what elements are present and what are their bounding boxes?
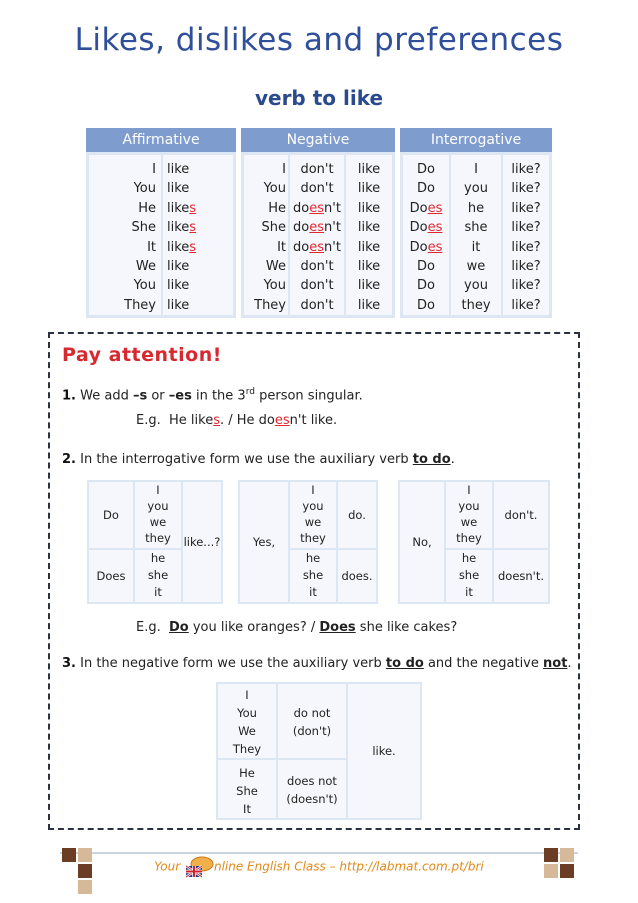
example-1-a-red: s — [213, 413, 220, 428]
t3-do-not: do not — [293, 706, 331, 720]
affirmative-pronoun: I — [152, 162, 156, 177]
negative-verb: like — [357, 181, 381, 197]
affirmative-verb: like — [167, 297, 190, 313]
interrogative-verb: like? — [511, 297, 541, 313]
t2b-pron-it: it — [309, 585, 317, 599]
rule-1-text-a: We add — [80, 388, 133, 404]
negative-aux: don't — [300, 297, 334, 313]
negative-aux: doesn't — [293, 220, 341, 236]
example-2-do: Do — [169, 620, 189, 635]
t2c-top-aux: don't. — [494, 482, 548, 548]
negative-pronoun: They — [254, 297, 286, 313]
t2a-pron-she: she — [147, 568, 169, 582]
affirmative-pronoun: She — [131, 220, 156, 236]
header-negative: Negative — [241, 128, 395, 152]
negative-pronoun: You — [263, 181, 286, 197]
example-2-prefix: E.g. — [136, 620, 161, 635]
page-title: Likes, dislikes and preferences — [74, 22, 564, 58]
rule-1-s: –s — [132, 388, 148, 404]
interrogative-aux: Do — [417, 181, 435, 197]
negative-aux: don't — [300, 278, 334, 294]
negative-verb: like — [357, 200, 381, 216]
negative-pronoun: He — [268, 200, 286, 216]
affirmative-pronoun: You — [133, 181, 156, 197]
t2c-pron-we: we — [460, 515, 478, 529]
negative-aux: don't — [300, 162, 334, 177]
interrogative-aux: Does — [409, 200, 443, 216]
t2a-pron-they: they — [145, 531, 171, 545]
interrogative-aux: Does — [409, 239, 443, 255]
t3-dont: (don't) — [292, 724, 332, 738]
interrogative-aux: Do — [417, 278, 435, 294]
flag-logo-icon — [184, 856, 214, 878]
negative-verb: like — [357, 297, 381, 313]
t2a-bot-pron — [135, 550, 181, 602]
t3-pron-she: She — [236, 784, 258, 798]
rule-2-verb: to do — [412, 452, 451, 467]
negative-aux: don't — [300, 259, 334, 274]
rule-3 — [62, 656, 572, 671]
interrogative-verb: like? — [511, 181, 541, 197]
example-2 — [136, 620, 457, 635]
interrogative-pronoun: he — [467, 200, 485, 216]
example-2-does: Does — [319, 620, 356, 635]
rule-2-end: . — [450, 452, 455, 467]
t2b-pron-she: she — [302, 568, 324, 582]
interrogative-verb: like? — [511, 200, 541, 216]
t2b-pron-he: he — [305, 551, 321, 565]
footer — [0, 856, 638, 878]
t2b-bot-pron — [290, 550, 336, 602]
t2c-pron-she: she — [458, 568, 480, 582]
attention-title: Pay attention! — [62, 344, 222, 366]
interrogative-aux: Do — [417, 297, 435, 313]
example-1 — [136, 413, 337, 428]
t3-does-not: does not — [287, 774, 337, 788]
t2b-pron-they: they — [300, 531, 326, 545]
rule-3-not: not — [543, 656, 568, 671]
t2c-bot-pron — [446, 550, 492, 602]
rule-1 — [62, 387, 363, 403]
t2c-pron-they: they — [456, 531, 482, 545]
t3-doesnt: (doesn't) — [286, 792, 338, 806]
t3-pron-you: You — [237, 706, 257, 720]
t2a-do: Do — [89, 482, 133, 548]
affirmative-verb: likes — [167, 220, 197, 236]
t2a-verb: like...? — [183, 482, 221, 602]
header-affirmative: Affirmative — [86, 128, 236, 152]
interrogative-verb: like? — [511, 162, 541, 177]
rule-2-number: 2. — [62, 452, 76, 467]
t2c-bot-aux: doesn't. — [494, 550, 548, 602]
rule-1-sup: rd — [245, 387, 255, 397]
t2b-top-aux: do. — [338, 482, 376, 548]
interrogative-verb: like? — [511, 220, 541, 236]
t2c-pron-i: I — [467, 483, 471, 497]
interrogative-aux: Do — [417, 162, 435, 177]
interrogative-pronoun: they — [461, 297, 491, 313]
rule-1-or: or — [147, 388, 169, 404]
interrogative-verb: like? — [511, 278, 541, 294]
t3-top-aux — [278, 684, 346, 758]
example-1-b: n't like. — [289, 413, 338, 428]
t3-verb: like. — [348, 684, 420, 818]
rule-1-text-b: in the 3 — [191, 388, 246, 404]
affirmative-verb: likes — [167, 200, 197, 216]
t2b-yes: Yes, — [240, 482, 288, 602]
rule-3-text: In the negative form we use the auxiliary verb — [80, 656, 386, 671]
example-1-mid: . / He do — [219, 413, 275, 428]
affirmative-verb: likes — [167, 239, 197, 255]
interrogative-pronoun: it — [471, 239, 481, 255]
negative-pronoun: We — [265, 259, 286, 274]
interrogative-pronoun: I — [474, 162, 478, 177]
negative-aux: doesn't — [293, 239, 341, 255]
t2c-pron-he: he — [461, 551, 477, 565]
t3-bot-aux — [278, 760, 346, 818]
rule-3-end: . — [567, 656, 572, 671]
t2a-top-pron — [135, 482, 181, 548]
t2b-top-pron — [290, 482, 336, 548]
negative-pronoun: I — [282, 162, 286, 177]
footer-divider — [60, 852, 578, 854]
interrogative-aux: Does — [409, 220, 443, 236]
negative-aux: don't — [300, 181, 334, 197]
header-interrogative: Interrogative — [400, 128, 552, 152]
affirmative-verb: like — [167, 181, 190, 197]
affirmative-pronoun: We — [135, 259, 156, 274]
rule-2 — [62, 452, 455, 467]
footer-link[interactable]: – http://labmat.com.pt/bri — [325, 859, 484, 874]
negative-pronoun: It — [277, 239, 286, 255]
example-2-b: she like cakes? — [355, 620, 458, 635]
negative-aux: doesn't — [293, 200, 341, 216]
rule-3-number: 3. — [62, 656, 76, 671]
example-1-b-red: es — [274, 413, 290, 428]
rule-1-number: 1. — [62, 388, 76, 404]
t2c-pron-it: it — [465, 585, 473, 599]
affirmative-verb: like — [167, 278, 190, 294]
affirmative-pronoun: He — [138, 200, 156, 216]
footer-text-b: nline English Class — [213, 859, 326, 874]
t2a-pron-i: I — [156, 483, 160, 497]
t3-bot-pron — [218, 760, 276, 818]
t2a-pron-he: he — [150, 551, 166, 565]
interrogative-verb: like? — [511, 239, 541, 255]
rule-3-verb: to do — [385, 656, 424, 671]
t2c-pron-you: you — [458, 499, 480, 513]
interrogative-pronoun: you — [464, 181, 488, 197]
interrogative-pronoun: you — [464, 278, 488, 294]
negative-pronoun: She — [261, 220, 286, 236]
affirmative-verb: like — [167, 162, 190, 177]
t3-pron-they: They — [232, 742, 262, 756]
interrogative-verb: like? — [511, 259, 541, 274]
page-subtitle: verb to like — [254, 86, 384, 110]
t2c-no: No, — [400, 482, 444, 602]
negative-verb: like — [357, 162, 381, 177]
rule-2-text: In the interrogative form we use the auxiliary verb — [80, 452, 413, 467]
t2b-pron-we: we — [304, 515, 322, 529]
negative-verb: like — [357, 259, 381, 274]
t3-pron-we: We — [238, 724, 256, 738]
affirmative-pronoun: They — [124, 297, 156, 313]
t2b-pron-i: I — [311, 483, 315, 497]
example-2-a: you like oranges? / — [188, 620, 320, 635]
negative-verb: like — [357, 278, 381, 294]
t2b-pron-you: you — [302, 499, 324, 513]
interrogative-pronoun: we — [466, 259, 486, 274]
example-1-a: He like — [169, 413, 214, 428]
t2a-pron-it: it — [154, 585, 162, 599]
t3-pron-i: I — [245, 688, 249, 702]
t2a-does: Does — [89, 550, 133, 602]
negative-verb: like — [357, 239, 381, 255]
t2c-top-pron — [446, 482, 492, 548]
affirmative-pronoun: It — [147, 239, 156, 255]
negative-verb: like — [357, 220, 381, 236]
t3-pron-he: He — [239, 766, 255, 780]
interrogative-aux: Do — [417, 259, 435, 274]
rule-1-text-c: person singular. — [254, 388, 363, 404]
negative-pronoun: You — [263, 278, 286, 294]
t3-pron-it: It — [243, 802, 251, 816]
t2a-pron-you: you — [147, 499, 169, 513]
rule-3-mid: and the negative — [423, 656, 544, 671]
t2b-bot-aux: does. — [338, 550, 376, 602]
interrogative-pronoun: she — [464, 220, 488, 236]
affirmative-pronoun: You — [133, 278, 156, 294]
rule-1-es: –es — [168, 388, 192, 404]
t2a-pron-we: we — [149, 515, 167, 529]
example-1-prefix: E.g. — [136, 413, 161, 428]
footer-text-a: Your — [154, 859, 184, 874]
affirmative-verb: like — [167, 259, 190, 274]
decor-square — [78, 880, 92, 894]
t3-top-pron — [218, 684, 276, 758]
